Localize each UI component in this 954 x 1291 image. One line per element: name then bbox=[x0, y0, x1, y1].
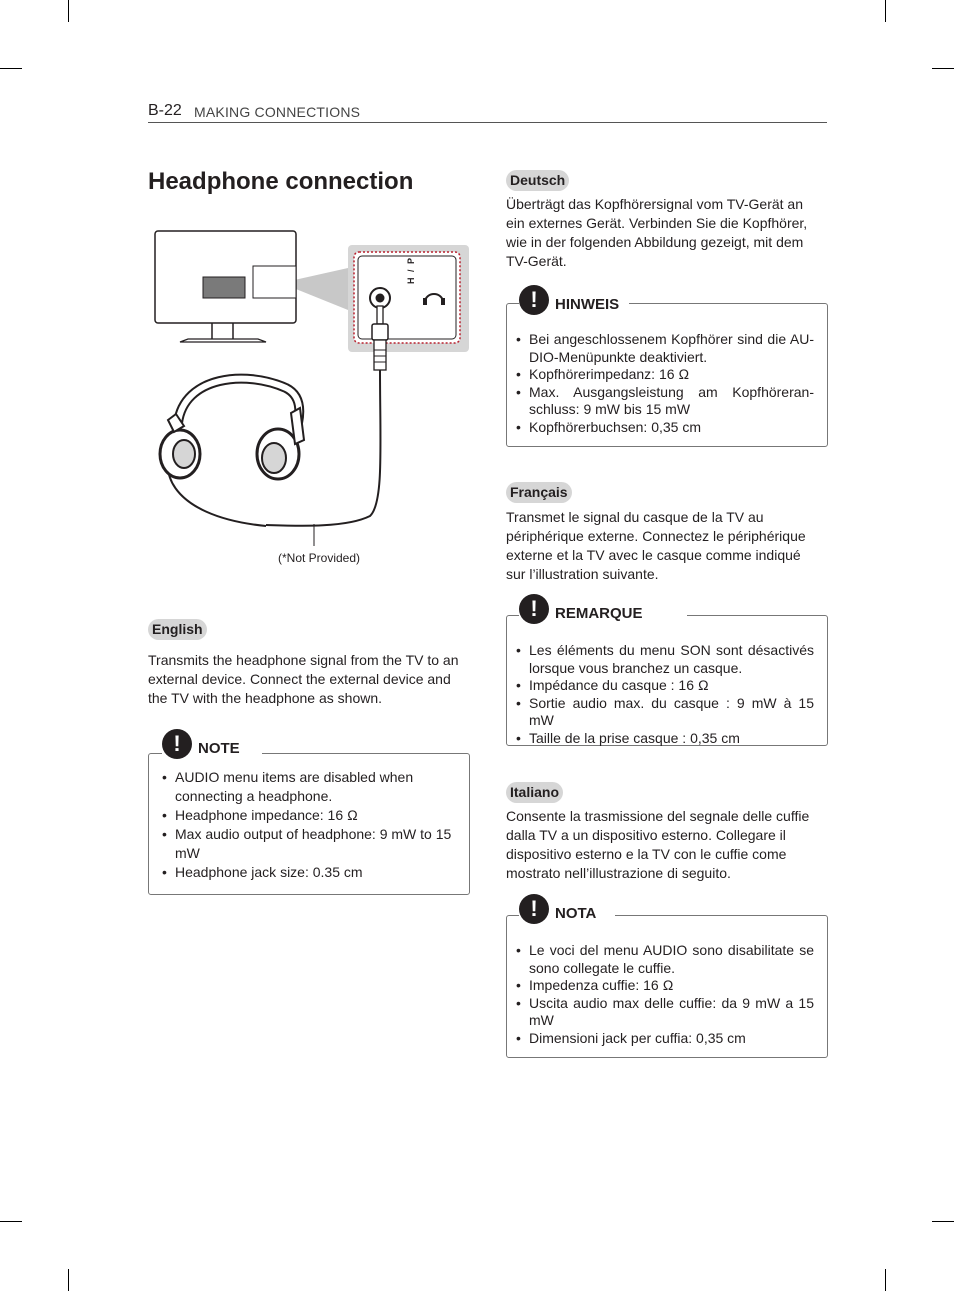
note-item: • Sortie audio max. du casque : 9 mW à 15 mW bbox=[516, 695, 814, 730]
warning-icon bbox=[162, 729, 192, 759]
headphone-connection-illustration bbox=[148, 228, 473, 548]
francais-body: Transmet le signal du casque de la TV au périphérique externe. Connectez le périphérique externe et la TV avec le casque comme indiqué sur l’illustration suivante. bbox=[506, 509, 806, 582]
crop-mark bbox=[0, 1221, 22, 1222]
francais-note-header bbox=[519, 594, 687, 628]
tv-panel-icon bbox=[203, 277, 245, 298]
warning-icon bbox=[519, 894, 549, 924]
note-item: • Les éléments du menu SON sont désactivés lorsque vous branchez un casque. bbox=[516, 642, 814, 677]
note-title: HINWEIS bbox=[555, 296, 620, 313]
warning-icon bbox=[519, 594, 549, 624]
tv-stand-base bbox=[180, 339, 266, 342]
figure-caption: (*Not Provided) bbox=[277, 551, 361, 565]
crop-mark bbox=[932, 68, 954, 69]
lang-badge-english: English bbox=[148, 619, 207, 640]
page-header bbox=[148, 100, 827, 123]
deutsch-note-header bbox=[519, 285, 629, 319]
francais-note-box bbox=[506, 615, 828, 746]
italiano-body: Consente la trasmissione del segnale delle cuffie dalla TV a un dispositivo esterno. Collegare il dispositivo esterno e la TV con le cuffie come mostrato nell’illustrazione di seguito. bbox=[506, 808, 810, 881]
note-item: • Impedenza cuffie: 16 Ω bbox=[516, 977, 814, 995]
lang-badge-italiano: Italiano bbox=[506, 782, 563, 803]
note-item: • Bei angeschlossenem Kopfhörer sind die AU-DIO-Menüpunkte deaktiviert. bbox=[516, 331, 814, 366]
lang-badge-francais: Français bbox=[506, 482, 572, 503]
plug-icon bbox=[377, 306, 383, 324]
crop-mark bbox=[932, 1221, 954, 1222]
italiano-note-header bbox=[519, 894, 615, 928]
note-item: • Impédance du casque : 16 Ω bbox=[516, 677, 814, 695]
note-item: • Headphone jack size: 0.35 cm bbox=[162, 863, 457, 882]
crop-mark bbox=[0, 68, 22, 69]
note-item: • Le voci del menu AUDIO sono disabilitate se sono collegate le cuffie. bbox=[516, 942, 814, 977]
crop-mark bbox=[885, 0, 886, 22]
page-title: Headphone connection bbox=[148, 168, 414, 195]
note-item: • Max. Ausgangsleistung am Kopfhöreran-schluss: 9 mW bis 15 mW bbox=[516, 384, 814, 419]
note-title: REMARQUE bbox=[555, 605, 643, 622]
english-body: Transmits the headphone signal from the TV to an external device. Connect the external device and the TV with the headphone as shown. bbox=[148, 652, 459, 706]
note-item: • Kopfhörerbuchsen: 0,35 cm bbox=[516, 419, 814, 437]
tv-stand-neck bbox=[212, 323, 233, 339]
italiano-note-box bbox=[506, 915, 828, 1058]
english-note-header bbox=[162, 729, 262, 763]
crop-mark bbox=[68, 1269, 69, 1291]
note-item: • Dimensioni jack per cuffia: 0,35 cm bbox=[516, 1030, 814, 1048]
note-item: • Max audio output of headphone: 9 mW to 15 mW bbox=[162, 825, 457, 863]
note-item: • Headphone impedance: 16 Ω bbox=[162, 806, 457, 825]
port-label: H / P bbox=[406, 256, 416, 284]
note-item: • Kopfhörerimpedanz: 16 Ω bbox=[516, 366, 814, 384]
section-title: MAKING CONNECTIONS bbox=[194, 104, 361, 120]
lang-badge-deutsch: Deutsch bbox=[506, 170, 569, 191]
note-item: • AUDIO menu items are disabled when connecting a headphone. bbox=[162, 768, 457, 806]
note-title: NOTE bbox=[198, 740, 240, 757]
crop-mark bbox=[68, 0, 69, 22]
english-note-box bbox=[148, 753, 470, 895]
note-item: • Uscita audio max delle cuffie: da 9 mW a 15 mW bbox=[516, 995, 814, 1030]
note-title: NOTA bbox=[555, 905, 597, 922]
crop-mark bbox=[885, 1269, 886, 1291]
deutsch-body: Überträgt das Kopfhörersignal vom TV-Gerät an ein externes Gerät. Verbinden Sie die Kopfhörer, wie in der folgenden Abbildung gezeigt, mit dem TV-Gerät. bbox=[506, 196, 808, 269]
page-number: B-22 bbox=[148, 102, 182, 119]
deutsch-note-box bbox=[506, 303, 828, 447]
warning-icon bbox=[519, 285, 549, 315]
tv-port-area bbox=[253, 266, 296, 298]
note-item: • Taille de la prise casque : 0,35 cm bbox=[516, 730, 814, 748]
